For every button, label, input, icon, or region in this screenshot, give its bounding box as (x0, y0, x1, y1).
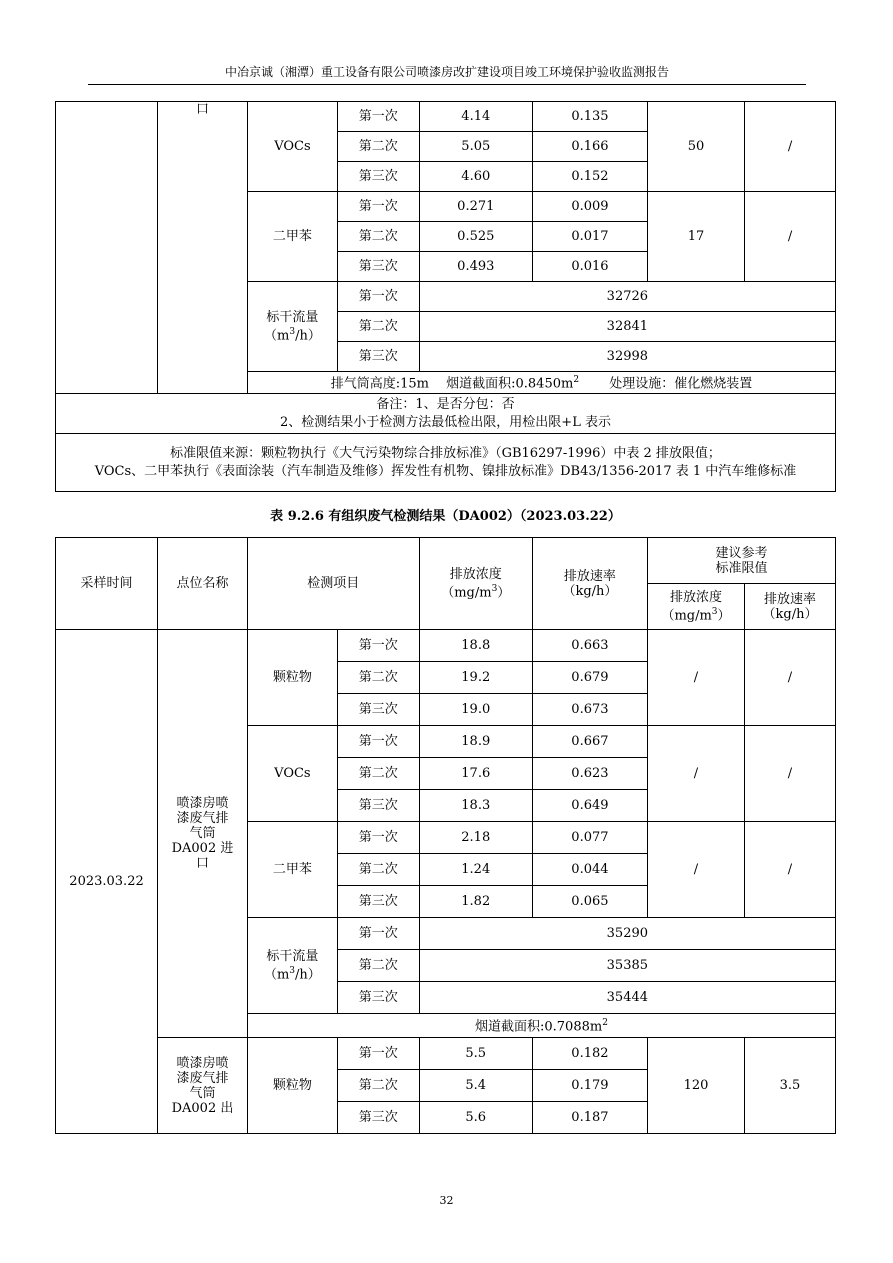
round-label: 第一次 (337, 192, 419, 222)
table-caption: 表 9.2.6 有组织废气检测结果（DA002）（2023.03.22） (270, 509, 621, 524)
round-label: 第三次 (337, 162, 419, 192)
round-label: 第一次 (337, 1038, 419, 1070)
rate-value: 0.187 (532, 1102, 647, 1134)
rate-value: 0.623 (532, 758, 647, 790)
standard-line: 标准限值来源：颗粒物执行《大气污染物综合排放标准》（GB16297-1996）中表 2 排放限值； (170, 445, 721, 461)
item-vocs: VOCs (247, 102, 337, 192)
round-label: 第二次 (337, 758, 419, 790)
rate-value: 0.179 (532, 1070, 647, 1102)
table-row (56, 394, 836, 434)
limit-rate: 3.5 (744, 1038, 835, 1134)
duct-info: 烟道截面积$:0.7088m^2$ (247, 1014, 835, 1038)
rate-value: 0.077 (532, 822, 647, 854)
round-label: 第三次 (337, 982, 419, 1014)
conc-value: 2.18 (419, 822, 532, 854)
conc-value: 1.82 (419, 886, 532, 918)
header-conc: 排放浓度 $(mg/m^3)$ (419, 538, 532, 630)
point-cell: 口 (158, 102, 248, 394)
item-pm-outlet: 颗粒物 (247, 1038, 337, 1134)
round-label: 第二次 (337, 1070, 419, 1102)
round-label: 第二次 (337, 312, 419, 342)
page-number: 32 (439, 1194, 454, 1207)
round-label: 第二次 (337, 222, 419, 252)
rate-value: 0.679 (532, 662, 647, 694)
rate-value: 0.016 (532, 252, 647, 282)
limit-conc: / (648, 726, 745, 822)
round-label: 第三次 (337, 252, 419, 282)
round-label: 第三次 (337, 1102, 419, 1134)
item-vocs: VOCs (247, 726, 337, 822)
rate-value: 0.152 (532, 162, 647, 192)
round-label: 第一次 (337, 102, 419, 132)
conc-value: 5.5 (419, 1038, 532, 1070)
round-label: 第二次 (337, 854, 419, 886)
flow-value: 35290 (419, 918, 835, 950)
conc-value: 18.3 (419, 790, 532, 822)
round-label: 第一次 (337, 282, 419, 312)
flow-value: 32998 (419, 342, 835, 372)
table-continuation (55, 101, 836, 492)
rate-value: 0.044 (532, 854, 647, 886)
conc-value: 0.271 (419, 192, 532, 222)
rate-value: 0.017 (532, 222, 647, 252)
table-row (56, 434, 836, 492)
rate-value: 0.673 (532, 694, 647, 726)
remark-line: 2、检测结果小于检测方法最低检出限，用检出限+L 表示 (280, 414, 611, 430)
round-label: 第一次 (337, 726, 419, 758)
page-header: 中冶京诚（湘潭）重工设备有限公司喷漆房改扩建设项目竣工环境保护验收监测报告 (88, 62, 806, 85)
limit-rate: / (744, 822, 835, 918)
conc-value: 5.4 (419, 1070, 532, 1102)
header-time: 采样时间 (56, 538, 158, 630)
conc-value: 19.2 (419, 662, 532, 694)
conc-value: 18.8 (419, 630, 532, 662)
rate-value: 0.663 (532, 630, 647, 662)
rate-value: 0.166 (532, 132, 647, 162)
header-ref: 建议参考 标准限值 (648, 538, 836, 584)
item-flow: 标干流量 $(m^3/h)$ (247, 282, 337, 372)
standard-source-cell (56, 434, 836, 492)
conc-value: 4.14 (419, 102, 532, 132)
conc-value: 4.60 (419, 162, 532, 192)
header-item: 检测项目 (247, 538, 419, 630)
round-label: 第三次 (337, 342, 419, 372)
limit-rate: / (744, 726, 835, 822)
item-xylene: 二甲苯 (247, 822, 337, 918)
rate-value: 0.667 (532, 726, 647, 758)
round-label: 第三次 (337, 790, 419, 822)
round-label: 第一次 (337, 630, 419, 662)
flow-value: 35444 (419, 982, 835, 1014)
table-row (56, 102, 836, 132)
rate-value: 0.009 (532, 192, 647, 222)
conc-value: 5.05 (419, 132, 532, 162)
conc-value: 1.24 (419, 854, 532, 886)
table-row (56, 630, 836, 662)
item-pm: 颗粒物 (247, 630, 337, 726)
round-label: 第一次 (337, 822, 419, 854)
conc-value: 0.493 (419, 252, 532, 282)
round-label: 第二次 (337, 950, 419, 982)
stack-info: 排气筒高度:15m 烟道截面积$:0.8450m^2$ 处理设施：催化燃烧装置 (247, 372, 835, 394)
table-da002 (55, 537, 836, 1134)
round-label: 第三次 (337, 886, 419, 918)
limit-conc: 50 (648, 102, 745, 192)
rate-value: 0.135 (532, 102, 647, 132)
header-ref-rate: 排放速率 （kg/h） (744, 584, 835, 630)
conc-value: 0.525 (419, 222, 532, 252)
rate-value: 0.065 (532, 886, 647, 918)
header-point: 点位名称 (158, 538, 248, 630)
round-label: 第三次 (337, 694, 419, 726)
inlet-point: 喷漆房喷 漆废气排 气筒 DA002 进 口 (158, 630, 248, 1038)
header-rate: 排放速率 （kg/h） (532, 538, 647, 630)
flow-value: 32726 (419, 282, 835, 312)
time-cell (56, 102, 158, 394)
limit-conc: 120 (648, 1038, 745, 1134)
remark-line: 备注：1、是否分包：否 (376, 396, 515, 412)
outlet-point: 喷漆房喷 漆废气排 气筒 DA002 出 (158, 1038, 248, 1134)
date-cell: 2023.03.22 (56, 630, 158, 1134)
round-label: 第二次 (337, 662, 419, 694)
header-row (56, 538, 836, 584)
standard-line: VOCs、二甲苯执行《表面涂装（汽车制造及维修）挥发性有机物、镍排放标准》DB43/1356-2017 表 1 中汽车维修标准 (94, 463, 797, 479)
remark-cell (56, 394, 836, 434)
conc-value: 17.6 (419, 758, 532, 790)
conc-value: 5.6 (419, 1102, 532, 1134)
limit-rate: / (744, 630, 835, 726)
limit-conc: 17 (648, 192, 745, 282)
conc-value: 19.0 (419, 694, 532, 726)
item-flow: 标干流量 $(m^3/h)$ (247, 918, 337, 1014)
flow-value: 35385 (419, 950, 835, 982)
conc-value: 18.9 (419, 726, 532, 758)
limit-rate: / (745, 102, 836, 192)
table-row (56, 1038, 836, 1070)
item-xylene: 二甲苯 (247, 192, 337, 282)
limit-conc: / (648, 630, 745, 726)
limit-rate: / (745, 192, 836, 282)
round-label: 第一次 (337, 918, 419, 950)
rate-value: 0.649 (532, 790, 647, 822)
rate-value: 0.182 (532, 1038, 647, 1070)
round-label: 第二次 (337, 132, 419, 162)
limit-conc: / (648, 822, 745, 918)
header-ref-conc: 排放浓度 $(mg/m^3)$ (648, 584, 745, 630)
flow-value: 32841 (419, 312, 835, 342)
